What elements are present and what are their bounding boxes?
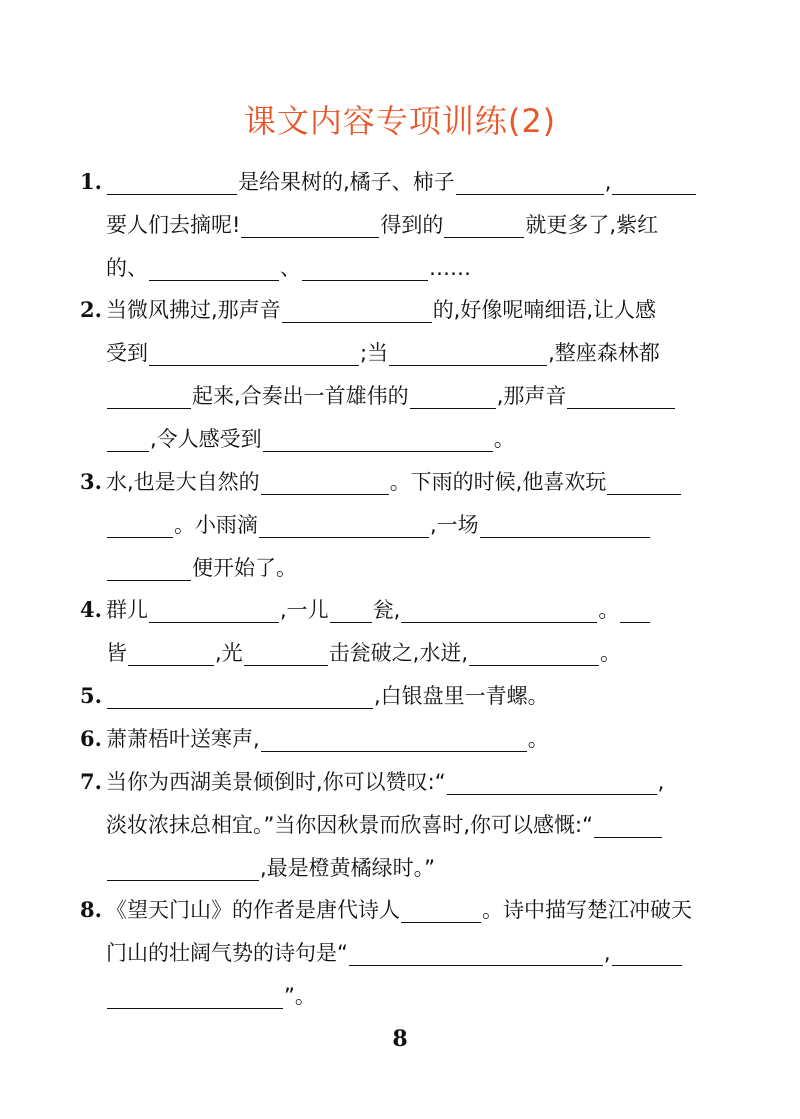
answer-blank[interactable]	[607, 468, 681, 495]
answer-blank[interactable]	[107, 854, 259, 881]
q8-line-3	[106, 976, 718, 1016]
question-text: ,一场	[430, 513, 479, 537]
question-number: 8.	[80, 897, 102, 922]
question-number: 4.	[80, 597, 102, 622]
question-text: ,光	[215, 641, 243, 665]
answer-blank[interactable]	[456, 168, 604, 195]
question-number: 5.	[80, 683, 102, 708]
q6-line-1	[80, 719, 718, 759]
answer-blank[interactable]	[259, 511, 429, 538]
q3-line-3	[106, 548, 718, 588]
question-text: 、	[280, 256, 301, 280]
q8-line-2	[106, 933, 718, 973]
answer-blank[interactable]	[349, 939, 603, 966]
answer-blank[interactable]	[444, 211, 524, 238]
question-text: 便开始了。	[192, 556, 297, 580]
answer-blank[interactable]	[107, 382, 191, 409]
answer-blank[interactable]	[149, 339, 359, 366]
question-text: 的、	[106, 256, 148, 280]
answer-blank[interactable]	[244, 639, 328, 666]
question-text: 得到的	[380, 213, 444, 237]
question-text: ,白银盘里一青螺。	[374, 684, 549, 708]
question-text: ……	[429, 256, 471, 280]
question-text: 受到	[106, 341, 148, 365]
question-text: 。小雨滴	[174, 513, 258, 537]
question-text: 。	[493, 427, 515, 451]
question-text: 瓮,	[372, 598, 401, 622]
question-text: ,令人感受到	[150, 427, 262, 451]
question-text: 门山的壮阔气势的诗句是“	[106, 941, 348, 965]
q3-line-2	[106, 505, 718, 545]
question-text: 萧萧梧叶送寒声,	[106, 727, 260, 751]
question-text: ,最是橙黄橘绿时。”	[260, 856, 436, 880]
answer-blank[interactable]	[261, 725, 527, 752]
page-title: 课文内容专项训练(2)	[243, 102, 557, 140]
answer-blank[interactable]	[469, 639, 599, 666]
answer-blank[interactable]	[128, 639, 214, 666]
question-number: 3.	[80, 469, 102, 494]
question-text: 的,好像呢喃细语,让人感	[432, 298, 657, 322]
question-number: 6.	[80, 726, 102, 751]
answer-blank[interactable]	[302, 254, 428, 281]
answer-blank[interactable]	[612, 168, 696, 195]
question-text: 要人们去摘呢!	[106, 213, 241, 237]
answer-blank[interactable]	[410, 382, 496, 409]
question-text: 。	[600, 641, 622, 665]
question-text: ,整座森林都	[548, 341, 660, 365]
answer-blank[interactable]	[149, 254, 279, 281]
answer-blank[interactable]	[612, 939, 682, 966]
question-text: 击瓮破之,水迸,	[328, 641, 469, 665]
answer-blank[interactable]	[447, 768, 657, 795]
question-text: ;当	[360, 341, 389, 365]
q7-line-1	[80, 762, 718, 802]
q7-line-3	[106, 848, 718, 888]
question-number: 1.	[80, 169, 102, 194]
question-text: 。	[598, 598, 620, 622]
question-text: 当你为西湖美景倾倒时,你可以赞叹:“	[106, 770, 446, 794]
q2-line-2	[106, 333, 718, 373]
question-text: ,	[657, 770, 665, 794]
q3-line-1	[80, 462, 718, 502]
question-number: 2.	[80, 297, 102, 322]
q1-line-3	[106, 248, 718, 288]
question-text: ,一儿	[280, 598, 329, 622]
answer-blank[interactable]	[107, 554, 191, 581]
answer-blank[interactable]	[282, 296, 432, 323]
q4-line-1	[80, 590, 718, 630]
question-text: 水,也是大自然的	[106, 470, 260, 494]
answer-blank[interactable]	[107, 425, 149, 452]
question-text: 当微风拂过,那声音	[106, 298, 281, 322]
question-text: 。下雨的时候,他喜欢玩	[389, 470, 607, 494]
q7-line-2	[106, 805, 718, 845]
q2-line-1	[80, 290, 718, 330]
answer-blank[interactable]	[261, 468, 389, 495]
q2-line-3	[106, 376, 718, 416]
answer-blank[interactable]	[107, 511, 173, 538]
answer-blank[interactable]	[149, 596, 279, 623]
q8-line-1	[80, 890, 718, 930]
question-text: ,那声音	[496, 384, 567, 408]
question-text: 起来,合奏出一首雄伟的	[192, 384, 409, 408]
answer-blank[interactable]	[389, 339, 547, 366]
question-text: ”。	[284, 984, 316, 1008]
answer-blank[interactable]	[107, 168, 237, 195]
answer-blank[interactable]	[594, 811, 662, 838]
answer-blank[interactable]	[567, 382, 675, 409]
question-text: 《望天门山》的作者是唐代诗人	[106, 898, 400, 922]
question-text: 。	[527, 727, 549, 751]
answer-blank[interactable]	[263, 425, 493, 452]
question-text: 是给果树的,橘子、柿子	[238, 170, 455, 194]
answer-blank[interactable]	[241, 211, 379, 238]
q2-line-4	[106, 419, 718, 459]
answer-blank[interactable]	[107, 682, 373, 709]
question-text: 皆	[106, 641, 127, 665]
question-text: 就更多了,紫红	[525, 213, 659, 237]
q5-line-1	[80, 676, 718, 716]
question-text: 群儿	[106, 598, 148, 622]
answer-blank[interactable]	[480, 511, 650, 538]
answer-blank[interactable]	[401, 896, 481, 923]
q1-line-2	[106, 205, 718, 245]
question-text: ,	[603, 941, 611, 965]
answer-blank[interactable]	[620, 596, 650, 623]
question-text: 淡妆浓抹总相宜。”当你因秋景而欣喜时,你可以感慨:“	[106, 813, 594, 837]
answer-blank[interactable]	[107, 982, 283, 1009]
page-number: 8	[392, 1026, 408, 1052]
q1-line-1	[80, 162, 718, 202]
question-number: 7.	[80, 769, 102, 794]
answer-blank[interactable]	[401, 596, 597, 623]
question-text: 。诗中描写楚江冲破天	[482, 898, 692, 922]
answer-blank[interactable]	[330, 596, 372, 623]
q4-line-2	[106, 633, 718, 673]
question-text: ,	[604, 170, 612, 194]
